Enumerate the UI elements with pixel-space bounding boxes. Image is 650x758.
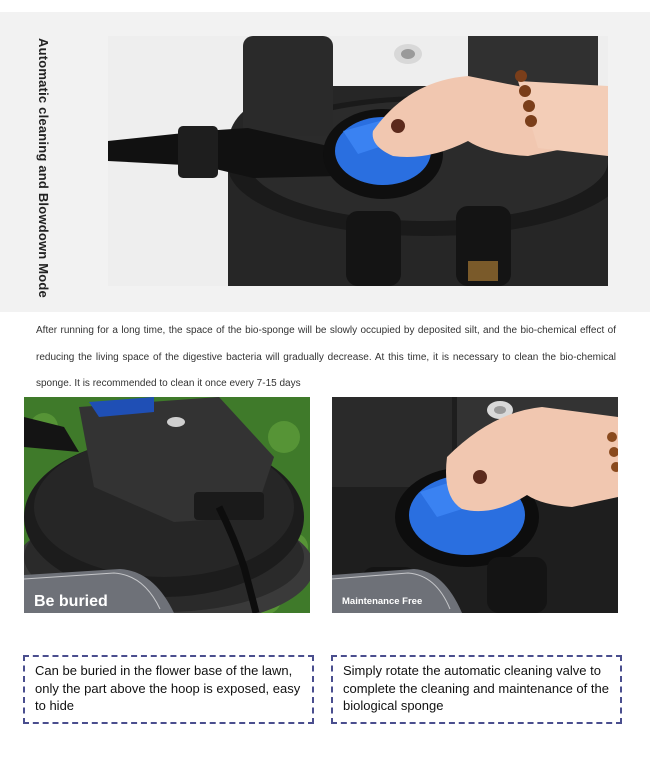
photo-buried-filter	[24, 397, 310, 613]
description-be-buried: Can be buried in the flower base of the lawn, only the part above the hoop is exposed, easy to hide	[23, 655, 314, 724]
description-maintenance-free: Simply rotate the automatic cleaning valve to complete the cleaning and maintenance of the biological sponge	[331, 655, 622, 724]
hero-illustration	[108, 36, 608, 286]
badge-maintenance-free: Maintenance Free	[342, 596, 423, 607]
intro-paragraph: After running for a long time, the space of the bio-sponge will be slowly occupied by deposited silt, and the bio-chemical effect of reducing the living space of the digestive bacteria will gradually decrease. At this time, it is necessary to clean the bio-chemical sponge. It is recommended to clean it once every 7-15 days	[36, 325, 616, 389]
hero-photo-valve-rotation	[108, 36, 608, 286]
section-title: Automatic cleaning and Blowdown Mode	[36, 38, 51, 298]
badge-be-buried: Be buried	[34, 593, 108, 610]
photo-maintenance-free	[332, 397, 618, 613]
